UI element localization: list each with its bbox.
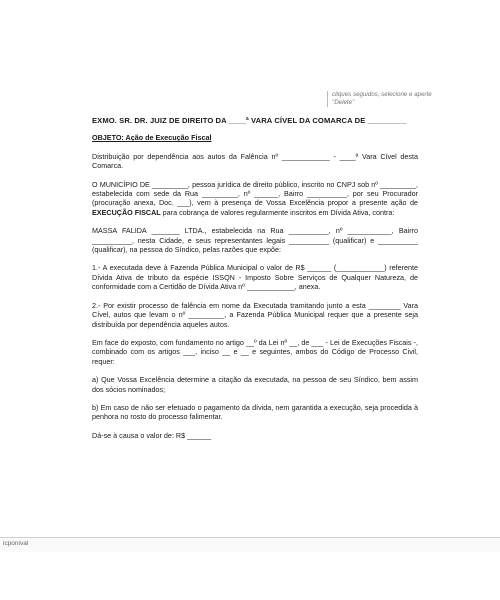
instruction-note: cliques seguidos, selecione e aperte "Delete": [327, 91, 444, 107]
execucao-fiscal-bold: EXECUÇÃO FISCAL: [92, 207, 161, 217]
pedido-b-paragraph: b) Em caso de não ser efetuado o pagamento da dívida, nem garantida a execução, seja procedida à penhora no rosto do processo falimentar.: [92, 402, 418, 422]
footer-bar: [0, 537, 500, 552]
massa-falida-paragraph: MASSA FALIDA _______ LTDA., estabelecida na Rua __________, nº ___________, Bairro __________, nesta Cidade, e seus representantes legais __________ (qualificar) e __________ (qualificar), na pessoa do Síndico, pelas razões que expõe:: [92, 226, 418, 255]
distribuicao-paragraph: Distribuição por dependência aos autos da Falência nº ____________ - ____ª Vara Cível desta Comarca.: [92, 151, 418, 171]
intro-text-1: O MUNICÍPIO DE _________, pessoa jurídica de direito público, inscrito no CNPJ sob nº _________, estabelecida com sede da Rua _________, nº ______, Bairro __________, por seu Procurador (procuração anexa, Doc. ___), vem à presença de Vossa Excelência propor a presente ação de: [92, 179, 418, 208]
valor-causa-line: Dá-se à causa o valor de: R$ ______: [92, 430, 212, 440]
pedido-a-paragraph: a) Que Vossa Excelência determine a citação da executada, na pessoa de seu Síndico, bem assim dos sócios nominados;: [92, 375, 418, 394]
objeto-line: OBJETO: Ação de Execução Fiscal: [92, 133, 212, 143]
item-2-paragraph: 2.- Por existir processo de falência em nome da Executada tramitando junto a esta ________ Vara Cível, autos que levam o nº _________, a Fazenda Pública Municipal requer que a presente seja distribuída por dependência aqueles autos.: [92, 300, 418, 329]
item-1-paragraph: 1.- A executada deve à Fazenda Pública Municipal o valor de R$ ______ (____________) referente Dívida Ativa de tributo da espécie ISSQN - Imposto Sobre Serviços de Qualquer Natureza, de conformidade com a Certidão de Dívida Ativa nº ____________, anexa.: [92, 263, 418, 292]
petition-heading: EXMO. SR. DR. JUIZ DE DIREITO DA ____ª VARA CÍVEL DA COMARCA DE _________: [92, 116, 407, 125]
footer-label: icponival: [3, 540, 29, 547]
intro-text-2: para cobrança de valores regularmente inscritos em Dívida Ativa, contra:: [160, 207, 395, 217]
intro-paragraph: [92, 180, 418, 218]
petition-body: [92, 116, 418, 440]
exposto-paragraph: Em face do exposto, com fundamento no artigo __º da Lei nº __, de ___ - Lei de Execuções Fiscais -, combinado com os artigos ___, inciso __ e __ e seguintes, ambos do Código de Processo Civil, requer:: [92, 337, 418, 366]
